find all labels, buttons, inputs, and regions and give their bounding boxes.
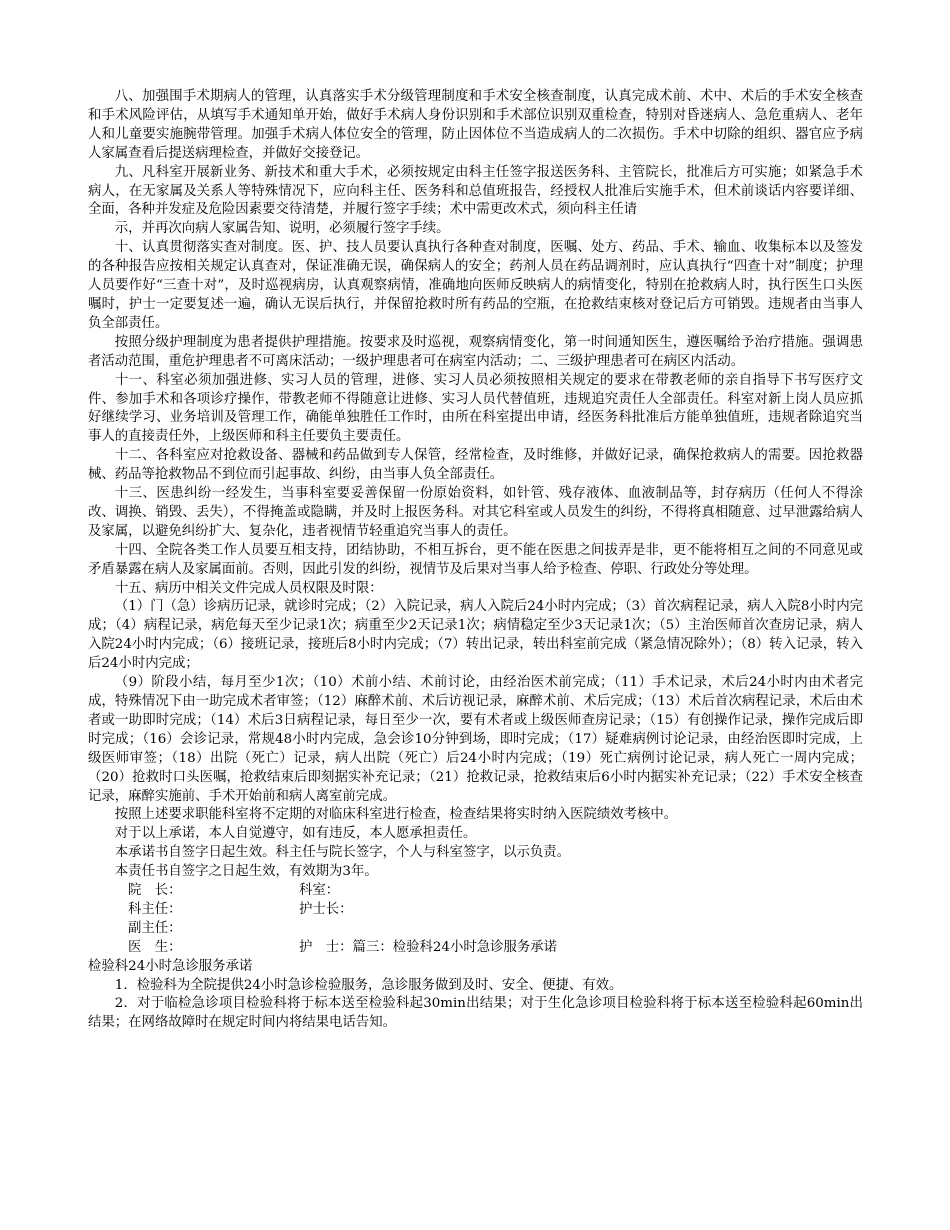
signature-label-president: 院 长：	[128, 883, 182, 899]
paragraph-validity: 本责任书自签字之日起生效，有效期为3年。	[114, 864, 378, 880]
paragraph-item-14: 十四、全院各类工作人员要互相支持，团结协助，不相互拆台，更不能在医患之间拔弄是非，更不能将相互之间的不同意见或矛盾暴露在病人及家属面前。否则，因此引发的纠纷，视情节及后果对当事人给予检查、停职、行政处分等处理。	[88, 542, 863, 577]
paragraph-item-10: 十、认真贯彻落实查对制度。医、护、技人员要认真执行各种查对制度，医嘱、处方、药品、手术、输血、收集标本以及签发的各种报告应按相关规定认真查对，保证准确无误，确保病人的安全；药剂人员在药品调剂时，应认真执行“四查十对”制度；护理人员要作好“三查十对”，及时巡视病房，认真观察病情，准确地向医师反映病人的病情变化，特别在抢救病人时，执行医生口头医嘱时，护士一定要复述一遍，确认无误后执行，并保留抢救时所有药品的空瓶，在抢救结束核对登记后方可销毁。违规者由当事人负全部责任。	[88, 240, 863, 331]
paragraph-record-deadlines-1-8: （1）门（急）诊病历记录，就诊时完成；（2）入院记录，病人入院后24小时内完成；（3）首次病程记录，病人入院8小时内完成；（4）病程记录，病危每天至少记录1次；病重至少2天记录1次；病情稳定至少3天记录1次；（5）主治医师首次查房记录，病人入院24小时内完成；（6）接班记录，接班后8小时内完成；（7）转出记录，转出科室前完成（紧急情况除外）；（8）转入记录，转入后24小时内完成；	[88, 599, 863, 672]
signature-row-2	[88, 901, 863, 920]
service-item-2: 2．对于临检急诊项目检验科将于标本送至检验科起30min出结果；对于生化急诊项目检验科将于标本送至检验科起60min出结果；在网络故障时在规定时间内将结果电话告知。	[88, 996, 863, 1031]
signature-label-head-nurse: 护士长：	[299, 901, 353, 917]
signature-label-director: 科主任：	[128, 901, 182, 917]
document-body	[88, 88, 863, 1033]
signature-row-4	[88, 939, 863, 958]
signature-label-doctor: 医 生：	[128, 939, 182, 955]
paragraph-item-9-continued: 示，并再次向病人家属告知、说明，必须履行签字手续。	[114, 221, 450, 237]
service-item-1: 1．检验科为全院提供24小时急诊检验服务，急诊服务做到及时、安全、便捷、有效。	[114, 977, 623, 993]
paragraph-item-11: 十一、科室必须加强进修、实习人员的管理，进修、实习人员必须按照相关规定的要求在带教老师的亲自指导下书写医疗文件、参加手术和各项诊疗操作，带教老师不得随意让进修、实习人员代替值班，违规追究责任人全部责任。科室对新上岗人员应抓好继续学习、业务培训及管理工作，确能单独胜任工作时，由所在科室提出申请，经医务科批准后方能单独值班，违规者除追究当事人的直接责任外，上级医师和科主任要负主要责任。	[88, 372, 863, 445]
paragraph-nursing-levels: 按照分级护理制度为患者提供护理措施。按要求及时巡视，观察病情变化，第一时间通知医生，遵医嘱给予治疗措施。强调患者活动范围，重危护理患者不可离床活动；一级护理患者可在病室内活动；二、三级护理患者可在病区内活动。	[88, 334, 863, 369]
signature-label-deputy-director: 副主任：	[128, 920, 182, 936]
section-heading: 检验科24小时急诊服务承诺	[88, 958, 253, 974]
paragraph-item-13: 十三、医患纠纷一经发生，当事科室要妥善保留一份原始资料，如针管、残存液体、血液制品等，封存病历（任何人不得涂改、调换、销毁、丢失），不得掩盖或隐瞒，并及时上报医务科。对其它科室或人员发生的纠纷，不得将真相随意、过早泄露给病人及家属，以避免纠纷扩大、复杂化，违者视情节轻重追究当事人的责任。	[88, 486, 863, 539]
signature-label-department: 科室：	[299, 883, 340, 899]
paragraph-record-deadlines-9-22: （9）阶段小结，每月至少1次；（10）术前小结、术前讨论，由经治医术前完成；（11）手术记录，术后24小时内由术者完成，特殊情况下由一助完成术者审签；（12）麻醉术前、术后访视记录，麻醉术前、术后完成；（13）术后首次病程记录，术后由术者或一助即时完成；（14）术后3日病程记录，每日至少一次，要有术者或上级医师查房记录；（15）有创操作记录，操作完成后即时完成；（16）会诊记录，常规48小时内完成，急会诊10分钟到场，即时完成；（17）疑难病例讨论记录，由经治医即时完成，上级医师审签；（18）出院（死亡）记录，病人出院（死亡）后24小时内完成；（19）死亡病例讨论记录，病人死亡一周内完成；（20）抢救时口头医嘱，抢救结束后即刻据实补充记录；（21）抢救记录，抢救结束后6小时内据实补充记录；（22）手术安全核查记录，麻醉实施前、手术开始前和病人离室前完成。	[88, 675, 863, 804]
signature-row-3	[88, 920, 863, 939]
paragraph-effective-signing: 本承诺书自签字日起生效。科主任与院长签字，个人与科室签字，以示负责。	[114, 845, 571, 861]
signature-label-nurse: 护 士：篇三：检验科24小时急诊服务承诺	[299, 939, 558, 955]
paragraph-item-12: 十二、各科室应对抢救设备、器械和药品做到专人保管，经常检查，及时维修，并做好记录，确保抢救病人的需要。因抢救器械、药品等抢救物品不到位而引起事故、纠纷，由当事人负全部责任。	[88, 448, 863, 483]
paragraph-item-15: 十五、病历中相关文件完成人员权限及时限：	[114, 580, 383, 596]
paragraph-item-8: 八、加强围手术期病人的管理，认真落实手术分级管理制度和手术安全核查制度，认真完成术前、术中、术后的手术安全核查和手术风险评估，从填写手术通知单开始，做好手术病人身份识别和手术部位识别双重检查，特别对昏迷病人、急危重病人、老年人和儿童要实施腕带管理。加强手术病人体位安全的管理，防止因体位不当造成病人的二次损伤。手术中切除的组织、器官应予病人家属查看后提送病理检查，并做好交接登记。	[88, 89, 863, 161]
signature-row-1	[88, 882, 863, 901]
paragraph-item-9: 九、凡科室开展新业务、新技术和重大手术，必须按规定由科主任签字报送医务科、主管院长，批准后方可实施；如紧急手术病人，在无家属及关系人等特殊情况下，应向科主任、医务科和总值班报告，经授权人批准后实施手术，但术前谈话内容要详细、全面，各种并发症及危险因素要交待清楚，并履行签字手续；术中需更改术式，须向科主任请	[88, 164, 863, 218]
paragraph-commitment: 对于以上承诺，本人自觉遵守，如有违反，本人愿承担责任。	[114, 826, 477, 842]
paragraph-inspection: 按照上述要求职能科室将不定期的对临床科室进行检查，检查结果将实时纳入医院绩效考核中。	[114, 807, 678, 823]
